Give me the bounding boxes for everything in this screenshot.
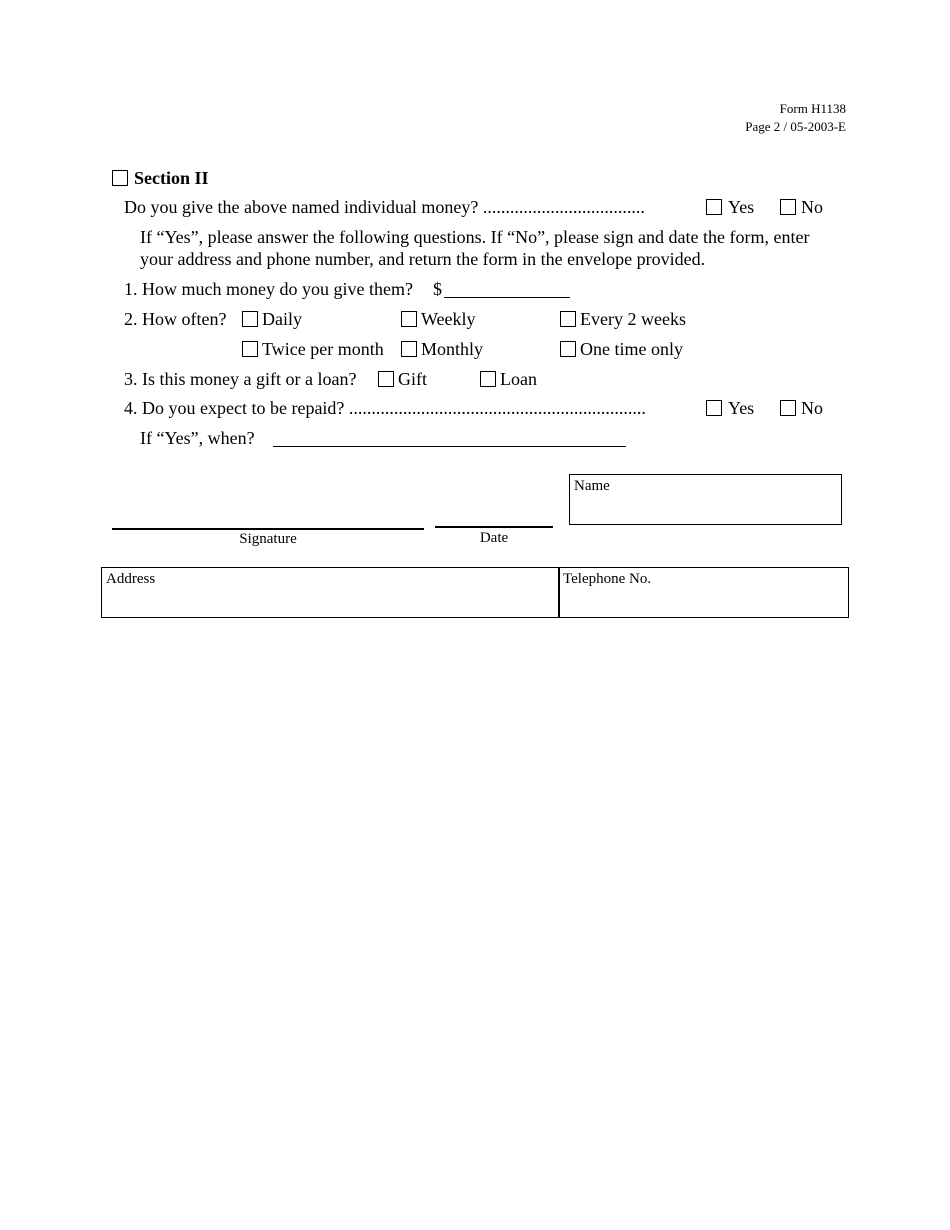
q4-yes-label: Yes [728, 398, 755, 418]
loan-label: Loan [500, 369, 537, 389]
page-info: Page 2 / 05-2003-E [745, 119, 846, 134]
section-ii-checkbox[interactable] [112, 170, 128, 186]
twice-per-month-label: Twice per month [262, 339, 384, 359]
one-time-only-checkbox[interactable] [560, 341, 576, 357]
weekly-label: Weekly [421, 309, 476, 329]
every-2-weeks-label: Every 2 weeks [580, 309, 686, 329]
main-no-checkbox[interactable] [780, 199, 796, 215]
address-box[interactable] [101, 567, 560, 618]
date-label: Date [479, 530, 509, 546]
signature-label: Signature [239, 531, 297, 547]
q4-yes-checkbox[interactable] [706, 400, 722, 416]
signature-line[interactable] [112, 528, 424, 530]
daily-checkbox[interactable] [242, 311, 258, 327]
address-label: Address [106, 571, 156, 587]
q4-text: 4. Do you expect to be repaid? [124, 398, 345, 418]
q4-question [124, 397, 646, 419]
loan-checkbox[interactable] [480, 371, 496, 387]
q3-text: 3. Is this money a gift or a loan? [124, 369, 357, 389]
q4-when-field[interactable] [273, 446, 626, 447]
main-question [124, 196, 645, 218]
q2-text: 2. How often? [124, 309, 227, 329]
q1-currency: $ [433, 279, 442, 299]
gift-label: Gift [398, 369, 427, 389]
q4-leader: .................................................................. [348, 398, 646, 418]
one-time-only-label: One time only [580, 339, 683, 359]
name-label: Name [574, 478, 610, 494]
monthly-checkbox[interactable] [401, 341, 417, 357]
q1-text: 1. How much money do you give them? [124, 279, 413, 299]
q1-amount-field[interactable] [444, 297, 570, 298]
monthly-label: Monthly [421, 339, 484, 359]
section-title: Section II [134, 168, 209, 188]
twice-per-month-checkbox[interactable] [242, 341, 258, 357]
form-id: Form H1138 [779, 101, 846, 116]
telephone-box[interactable] [558, 567, 849, 618]
weekly-checkbox[interactable] [401, 311, 417, 327]
main-no-label: No [801, 197, 823, 217]
gift-checkbox[interactable] [378, 371, 394, 387]
daily-label: Daily [262, 309, 302, 329]
main-question-text: Do you give the above named individual money? [124, 197, 479, 217]
main-yes-label: Yes [728, 197, 755, 217]
q4-no-checkbox[interactable] [780, 400, 796, 416]
instructions-line-2: your address and phone number, and return the form in the envelope provided. [140, 249, 706, 269]
name-box[interactable] [569, 474, 842, 525]
every-2-weeks-checkbox[interactable] [560, 311, 576, 327]
main-yes-checkbox[interactable] [706, 199, 722, 215]
date-line[interactable] [435, 526, 553, 528]
telephone-label: Telephone No. [563, 571, 652, 587]
instructions-line-1: If “Yes”, please answer the following questions. If “No”, please sign and date the form, enter [140, 227, 810, 247]
main-question-leader: .................................... [482, 197, 645, 217]
q4-when-label: If “Yes”, when? [140, 428, 255, 448]
q4-no-label: No [801, 398, 823, 418]
